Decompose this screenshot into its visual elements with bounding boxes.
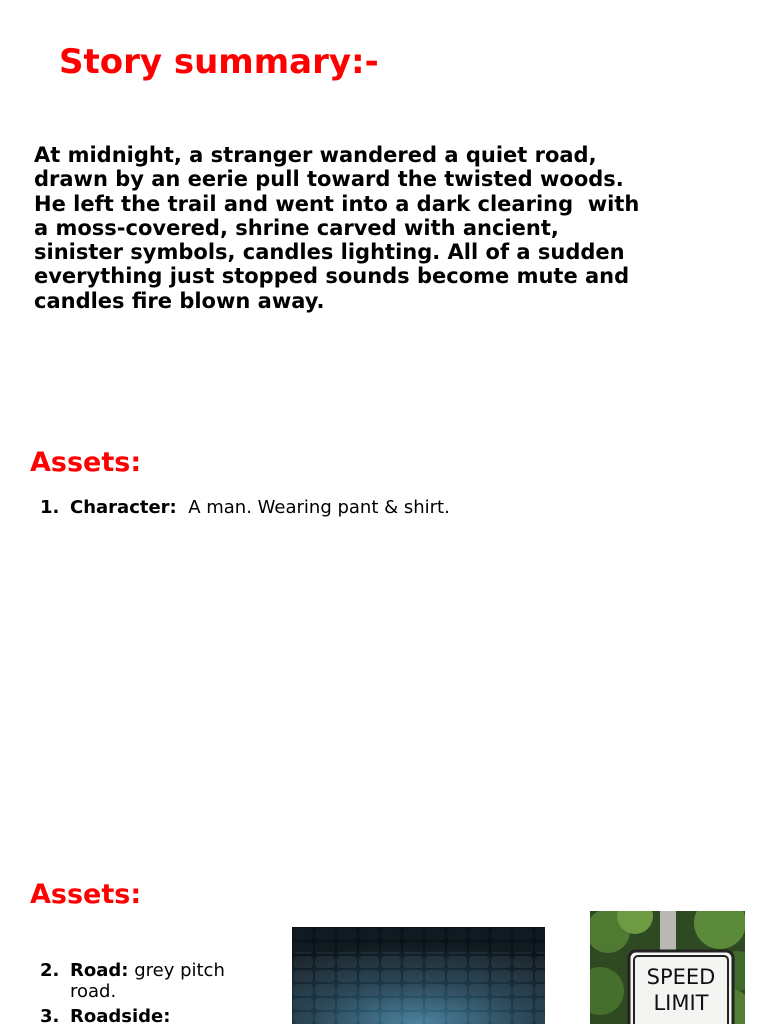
speed-limit-sign-image — [590, 911, 745, 1024]
sign-text: LIMIT — [653, 991, 709, 1015]
story-line: sinister symbols, candles lighting. All of a sudden — [34, 240, 625, 265]
list-item — [30, 960, 270, 1002]
asset-description: A man. Wearing pant & shirt. — [176, 497, 450, 518]
asset-label: Character: — [70, 497, 177, 518]
road-image — [292, 927, 545, 1024]
asset-label: Road: — [70, 960, 129, 981]
story-line: candles fire blown away. — [34, 288, 325, 313]
asset-description: grey pitch road. — [70, 960, 225, 1002]
assets-heading: Assets: — [30, 447, 142, 478]
list-item — [30, 497, 630, 518]
story-summary-text — [34, 143, 714, 313]
sign-text: SPEED — [646, 965, 716, 989]
asset-label: Roadside: — [70, 1006, 171, 1027]
assets-list — [30, 960, 270, 1031]
story-line: a moss-covered, shrine carved with ancient, — [34, 215, 559, 240]
assets-heading: Assets: — [30, 879, 142, 910]
story-line: everything just stopped sounds become mute and — [34, 264, 630, 289]
story-line: drawn by an eerie pull toward the twisted woods. — [34, 167, 624, 192]
list-number: 3. — [40, 1006, 60, 1027]
page-title: Story summary:- — [59, 42, 379, 82]
list-number: 2. — [40, 960, 60, 981]
assets-list — [30, 497, 630, 518]
story-line: At midnight, a stranger wandered a quiet road, — [34, 143, 597, 167]
story-line: He left the trail and went into a dark clearing with — [34, 191, 640, 216]
list-number: 1. — [40, 497, 60, 518]
